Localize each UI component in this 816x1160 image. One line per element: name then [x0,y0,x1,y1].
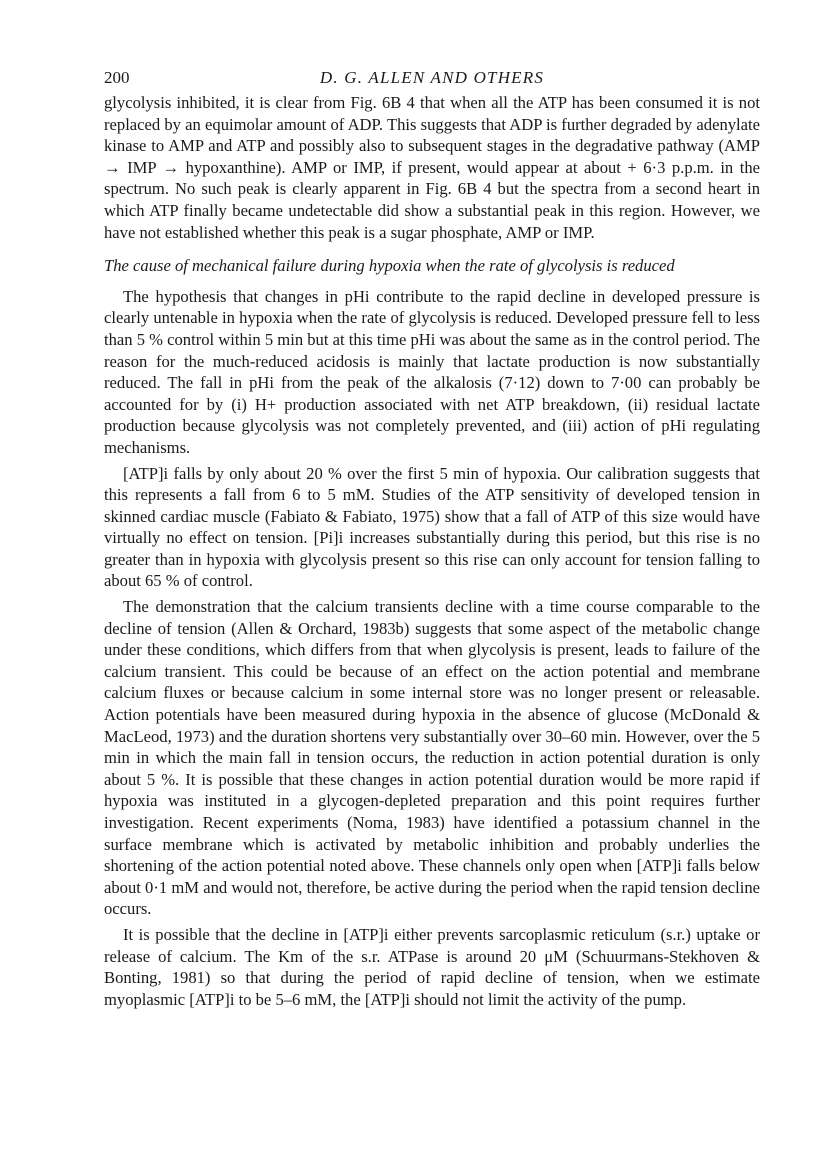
paragraph-calcium-transients: The demonstration that the calcium transients decline with a time course comparable to the decline of tension (Allen & Orchard, 1983b) suggests that some aspect of the metabolic change under these conditions, which differs from that when glycolysis is present, leads to failure of the calcium transient. This could be because of an effect on the action potential and membrane calcium fluxes or because calcium in some internal store was no longer present or releasable. Action potentials have been measured during hypoxia in the absence of glucose (McDonald & MacLeod, 1973) and the duration shortens very substantially over 30–60 min. However, over the 5 min in which the main fall in tension occurs, the reduction in action potential duration is only about 5 %. It is possible that these changes in action potential duration would be more rapid if hypoxia was instituted in a glycogen-depleted preparation and this point requires further investigation. Recent experiments (Noma, 1983) have identified a potassium channel in the surface membrane which is activated by metabolic inhibition and probably underlies the shortening of the action potential noted above. These channels only open when [ATP]i falls below about 0·1 mM and would not, therefore, be active during the period when the rapid tension decline occurs. [104,597,761,919]
paragraph-sarcoplasmic-reticulum: It is possible that the decline in [ATP]i either prevents sarcoplasmic reticulum (s.r.) uptake or release of calcium. The Km of the s.r. ATPase is around 20 μM (Schuurmans-Stekhoven & Bonting, 1981) so that during the period of rapid decline of tension, when we estimate myoplasmic [ATP]i to be 5–6 mM, the [ATP]i should not limit the activity of the pump. [104,924,760,1009]
paragraph-ph-hypothesis: The hypothesis that changes in pHi contribute to the rapid decline in developed pressure is clearly untenable in hypoxia when the rate of glycolysis is reduced. Developed pressure fell to less than 5 % control within 5 min but at this time pHi was about the same as in the control period. The reason for the much-reduced acidosis is mainly that lactate production is now substantially reduced. The fall in pHi from the peak of the alkalosis (7·12) down to 7·00 can probably be accounted for by (i) H+ production associated with net ATP breakdown, (ii) residual lactate production because glycolysis was not completely prevented, and (iii) action of pHi regulating mechanisms. [104,286,760,457]
journal-page [104,64,760,1010]
section-heading: The cause of mechanical failure during hypoxia when the rate of glycolysis is reduced [104,256,675,276]
running-title: D. G. ALLEN AND OTHERS [319,68,545,87]
continuation-paragraph: glycolysis inhibited, it is clear from Fig. 6B 4 that when all the ATP has been consumed it is not replaced by an equimolar amount of ADP. This suggests that ADP is further degraded by adenylate kinase to AMP and ATP and possibly also to subsequent stages in the degradative pathway (AMP → IMP → hypoxanthine). AMP or IMP, if present, would appear at about + 6·3 p.p.m. in the spectrum. No such peak is clearly apparent in Fig. 6B 4 but the spectra from a second heart in which ATP finally became undetectable did show a substantial peak in this region. However, we have not established whether this peak is a sugar phosphate, AMP or IMP. [104,93,760,242]
paragraph-atp-fall: [ATP]i falls by only about 20 % over the first 5 min of hypoxia. Our calibration suggests that this represents a fall from 6 to 5 mM. Studies of the ATP sensitivity of developed tension in skinned cardiac muscle (Fabiato & Fabiato, 1975) show that a fall of ATP of this size would have virtually no effect on tension. [Pi]i increases substantially during this period, but this rise is no greater than in hypoxia with glycolysis present so this rise can only account for tension falling to about 65 % of control. [104,463,760,591]
page-number: 200 [104,68,130,87]
running-head [104,64,760,92]
